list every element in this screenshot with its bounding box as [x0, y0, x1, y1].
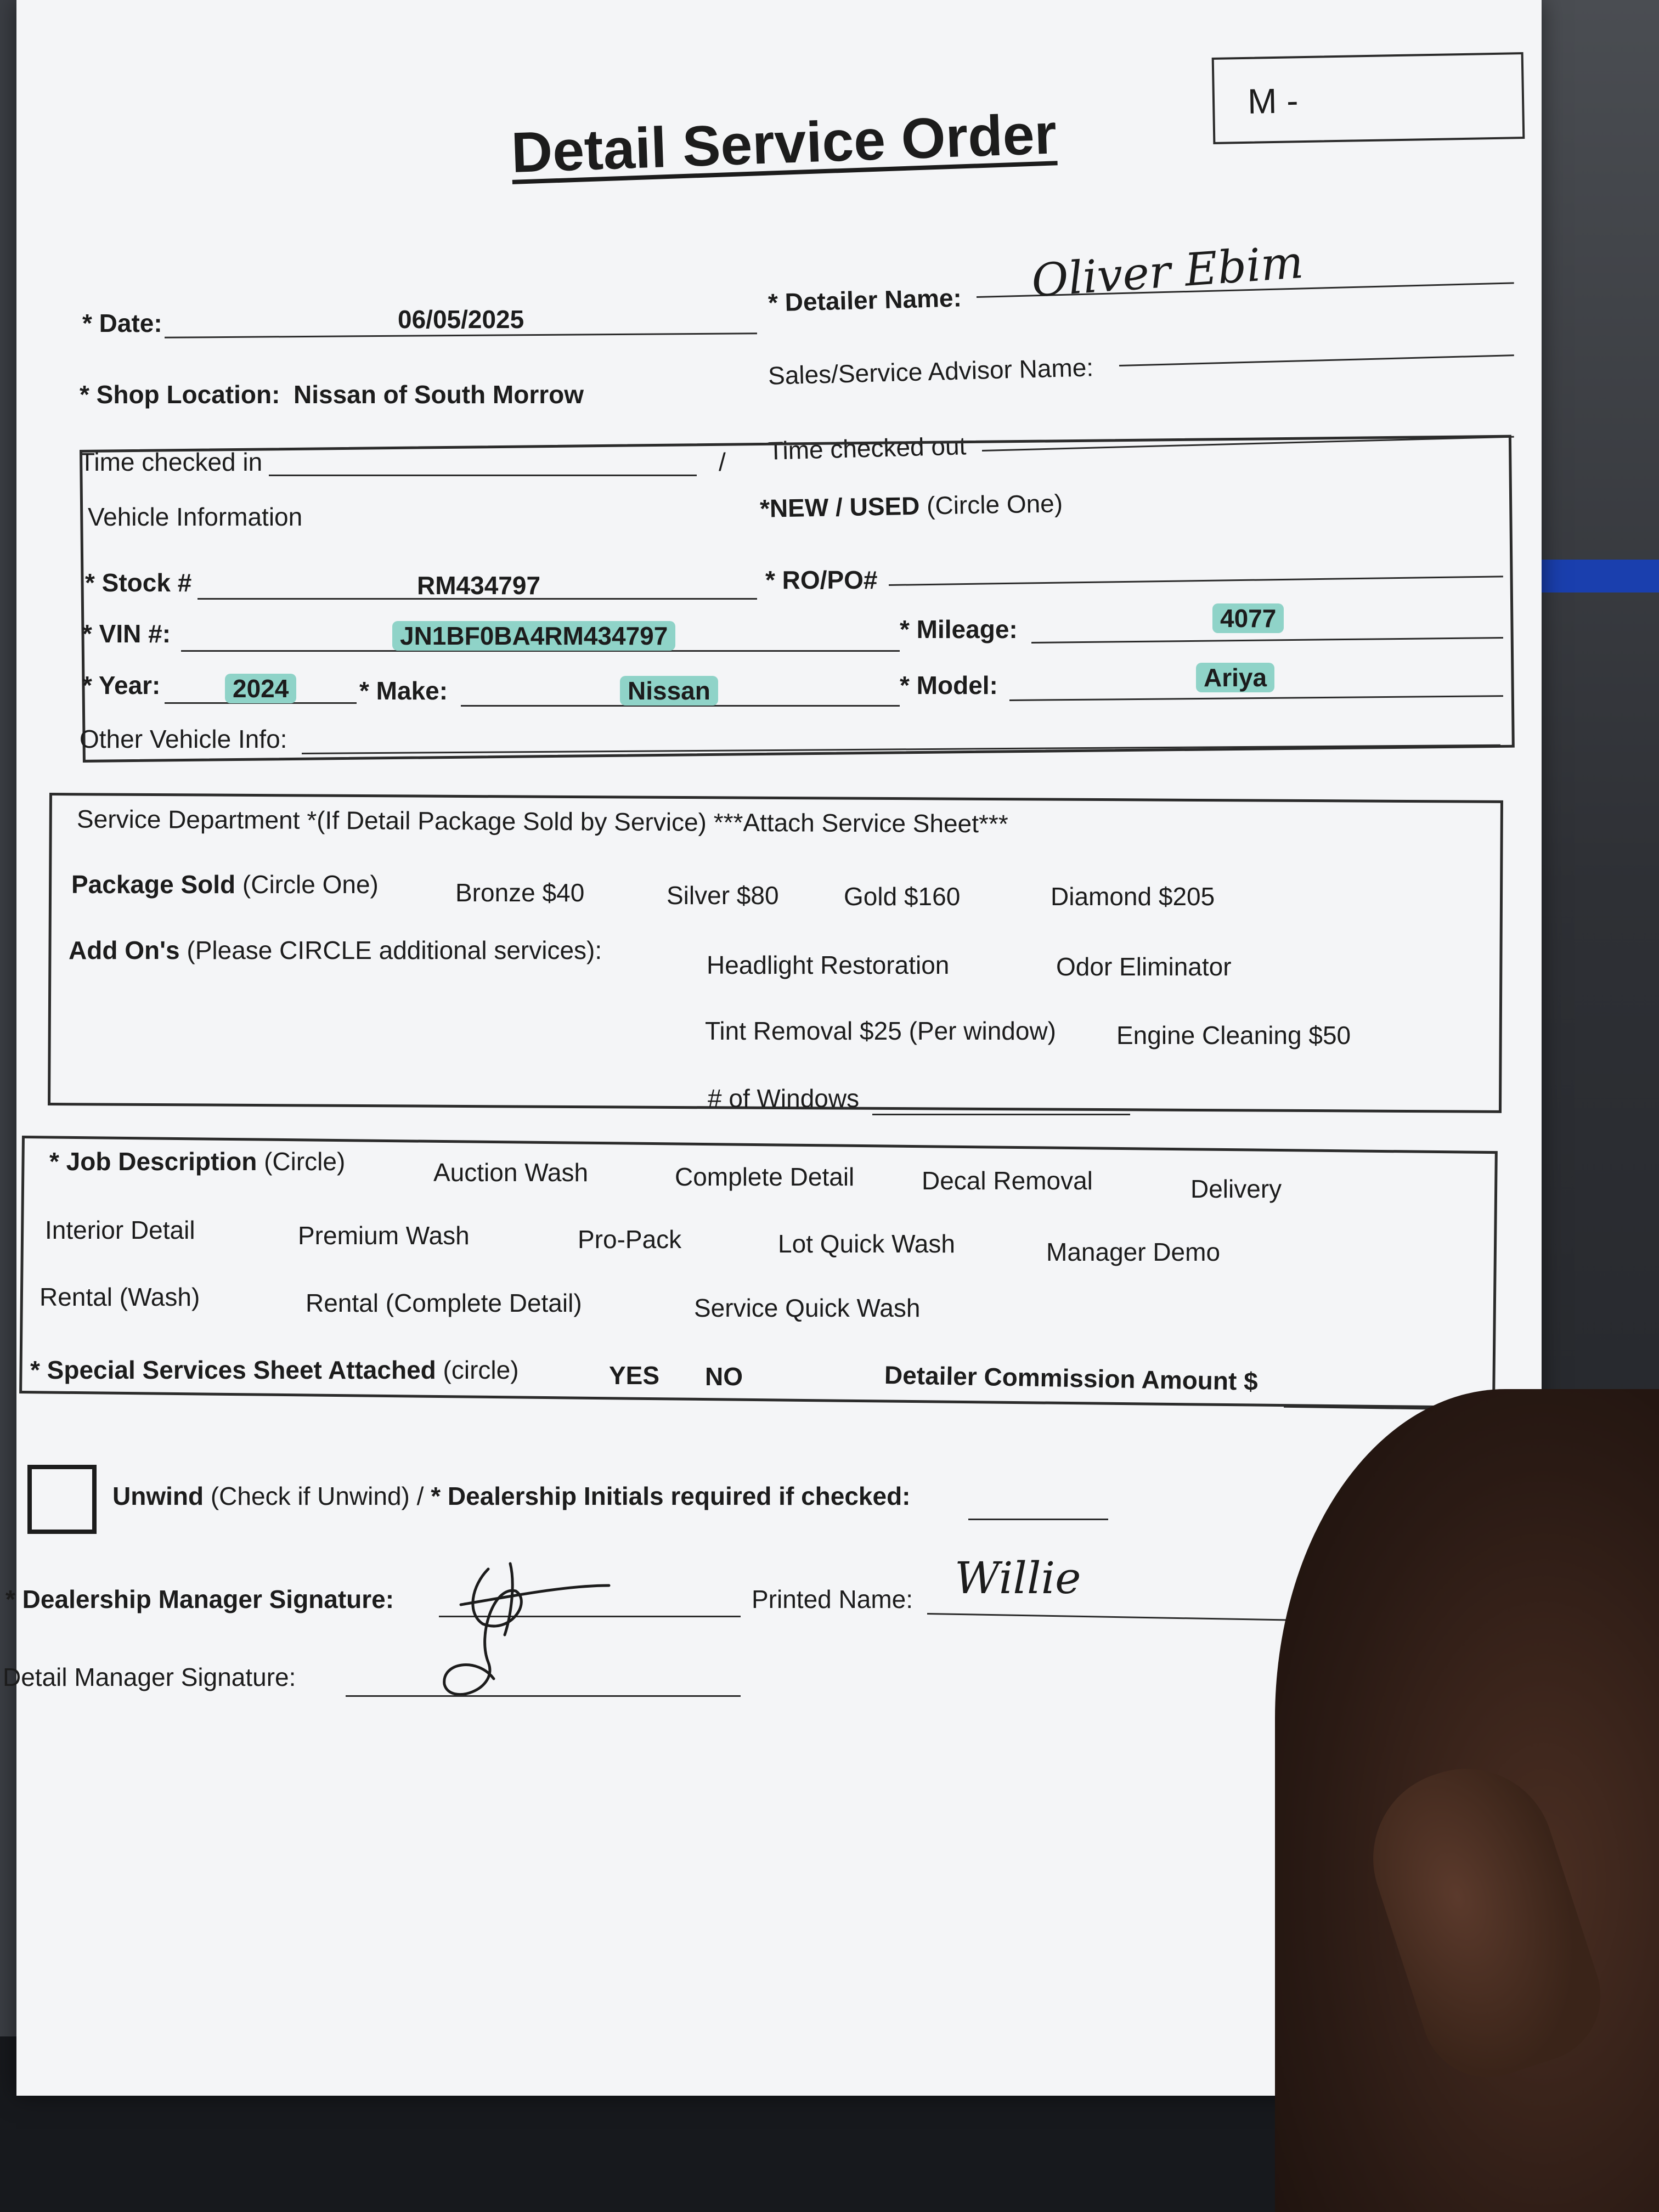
time-slash: /: [719, 448, 726, 476]
shop-location-value: Nissan of South Morrow: [294, 380, 584, 409]
unwind-checkbox[interactable]: [27, 1465, 97, 1534]
windows-label: # of Windows: [708, 1084, 860, 1113]
mileage-value: 4077: [1212, 603, 1284, 633]
mileage-label: * Mileage:: [900, 615, 1018, 644]
job-premium-wash[interactable]: Premium Wash: [298, 1221, 470, 1250]
job-description-bold: * Job Description: [49, 1147, 257, 1176]
job-interior-detail[interactable]: Interior Detail: [45, 1216, 195, 1244]
dealership-manager-signature-image: [428, 1553, 625, 1712]
package-gold[interactable]: Gold $160: [844, 882, 961, 911]
date-label: * Date:: [82, 309, 162, 337]
make-label: * Make:: [359, 676, 448, 705]
unwind-field: [112, 1481, 911, 1511]
job-rental-complete-detail[interactable]: Rental (Complete Detail): [306, 1289, 582, 1317]
new-used-field[interactable]: [760, 488, 1063, 523]
unwind-bold: Unwind: [112, 1482, 204, 1510]
stock-label: * Stock #: [85, 568, 192, 597]
job-lot-quick-wash[interactable]: Lot Quick Wash: [778, 1229, 955, 1258]
addon-engine-cleaning[interactable]: Engine Cleaning $50: [1116, 1021, 1351, 1049]
vin-value: JN1BF0BA4RM434797: [392, 621, 675, 651]
dealership-manager-signature-label: * Dealership Manager Signature:: [5, 1585, 394, 1613]
job-description-instruction: (Circle): [264, 1147, 346, 1176]
time-out-label: Time checked out: [768, 431, 967, 465]
special-services-yes[interactable]: YES: [609, 1361, 660, 1390]
year-label: * Year:: [82, 671, 161, 699]
shop-location-label: * Shop Location:: [80, 380, 280, 409]
add-ons-bold: Add On's: [69, 936, 180, 964]
package-silver[interactable]: Silver $80: [667, 881, 779, 910]
package-sold-instruction: (Circle One): [242, 870, 379, 899]
add-ons-label: [69, 935, 602, 965]
stock-value: RM434797: [417, 571, 541, 600]
background-blue-object: [1538, 560, 1659, 592]
special-services-label: [30, 1355, 519, 1385]
dealership-initials-line[interactable]: [968, 1519, 1108, 1520]
printed-name-handwritten: Willie: [955, 1553, 1081, 1604]
printed-name-label: Printed Name:: [752, 1585, 913, 1613]
detailer-name-handwritten: Oliver Ebim: [1030, 236, 1305, 308]
detailer-name-label: * Detailer Name:: [768, 283, 962, 317]
make-value: Nissan: [620, 676, 718, 706]
add-ons-instruction: (Please CIRCLE additional services):: [187, 936, 602, 964]
new-used-instruction: (Circle One): [926, 489, 1063, 520]
year-value: 2024: [225, 674, 296, 703]
package-sold-label: [71, 870, 379, 899]
addon-tint-removal[interactable]: Tint Removal $25 (Per window): [705, 1017, 1056, 1045]
package-sold-bold: Package Sold: [71, 870, 236, 899]
job-auction-wash[interactable]: Auction Wash: [433, 1158, 589, 1187]
vin-label: * VIN #:: [82, 619, 171, 648]
unwind-instruction: (Check if Unwind) /: [210, 1482, 424, 1510]
special-services-no[interactable]: NO: [705, 1362, 743, 1391]
new-used-label: *NEW / USED: [759, 491, 920, 523]
ro-po-label: * RO/PO#: [765, 566, 878, 594]
job-description-label: [49, 1147, 345, 1176]
job-pro-pack[interactable]: Pro-Pack: [578, 1225, 682, 1254]
special-services-bold: * Special Services Sheet Attached: [30, 1356, 436, 1384]
dealership-initials-label: * Dealership Initials required if checked:: [431, 1482, 911, 1510]
addon-headlight-restoration[interactable]: Headlight Restoration: [707, 951, 950, 979]
advisor-name-label: Sales/Service Advisor Name:: [768, 353, 1094, 390]
advisor-name-line[interactable]: [1119, 354, 1514, 366]
package-bronze[interactable]: Bronze $40: [455, 878, 585, 907]
windows-line[interactable]: [872, 1114, 1130, 1115]
date-value: 06/05/2025: [398, 305, 524, 334]
commission-label: Detailer Commission Amount $: [884, 1361, 1259, 1396]
m-number-label: M -: [1247, 81, 1299, 121]
job-service-quick-wash[interactable]: Service Quick Wash: [694, 1294, 921, 1322]
model-value: Ariya: [1196, 663, 1274, 692]
job-delivery[interactable]: Delivery: [1190, 1175, 1282, 1203]
vehicle-info-label: Vehicle Information: [88, 503, 303, 531]
job-rental-wash[interactable]: Rental (Wash): [40, 1283, 200, 1311]
job-manager-demo[interactable]: Manager Demo: [1046, 1238, 1221, 1266]
m-number-box[interactable]: [1212, 52, 1525, 144]
model-label: * Model:: [900, 671, 998, 699]
special-services-instruction: (circle): [443, 1356, 519, 1384]
time-in-label: Time checked in: [80, 448, 263, 476]
job-complete-detail[interactable]: Complete Detail: [675, 1163, 855, 1191]
addon-odor-eliminator[interactable]: Odor Eliminator: [1056, 952, 1232, 981]
package-diamond[interactable]: Diamond $205: [1051, 882, 1215, 911]
form-title: Detail Service Order: [510, 102, 1058, 185]
job-decal-removal[interactable]: Decal Removal: [922, 1166, 1093, 1195]
service-department-header: Service Department *(If Detail Package Sold by Service) ***Attach Service Sheet***: [76, 804, 1008, 838]
detail-manager-signature-label: Detail Manager Signature:: [3, 1663, 296, 1691]
other-vehicle-info-label: Other Vehicle Info:: [80, 725, 287, 753]
detail-manager-signature-line[interactable]: [346, 1695, 741, 1697]
